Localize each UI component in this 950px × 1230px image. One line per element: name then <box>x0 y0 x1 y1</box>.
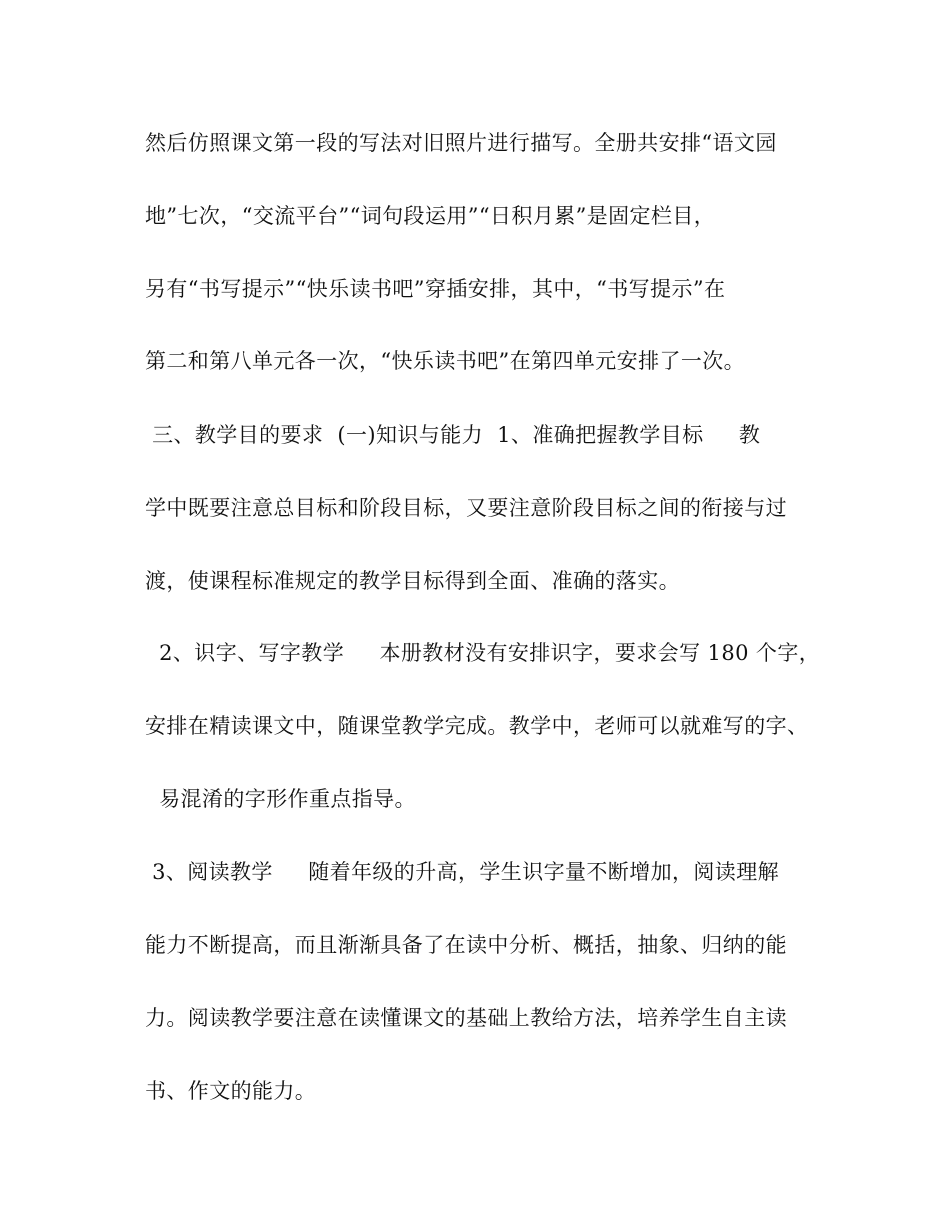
text-line: 书、作文的能力。 <box>145 1079 317 1103</box>
text-line: 易混淆的字形作重点指导。 <box>145 787 416 811</box>
text-line: 地”七次，“交流平台”“词句段运用”“日积月累”是固定栏目， <box>145 204 716 228</box>
text-line: 学中既要注意总目标和阶段目标，又要注意阶段目标之间的衔接与过 <box>145 496 787 520</box>
text-line: 然后仿照课文第一段的写法对旧照片进行描写。全册共安排“语文园 <box>145 131 777 155</box>
section-heading-line: 三、教学目的要求 (一)知识与能力 1、准确把握教学目标 教 <box>145 423 761 447</box>
subsection-line: 2、识字、写字教学 本册教材没有安排识字，要求会写 180 个字， <box>145 641 821 665</box>
text-line: 渡，使课程标准规定的教学目标得到全面、准确的落实。 <box>145 569 680 593</box>
text-line: 力。阅读教学要注意在读懂课文的基础上教给方法，培养学生自主读 <box>145 1006 787 1030</box>
text-line: 另有“书写提示”“快乐读书吧”穿插安排，其中，“书写提示”在 <box>145 277 726 301</box>
text-line: 能力不断提高，而且渐渐具备了在读中分析、概括，抽象、归纳的能 <box>145 933 787 957</box>
text-line: 安排在精读课文中，随课堂教学完成。教学中，老师可以就难写的字、 <box>145 714 809 738</box>
text-line: 第二和第八单元各一次，“快乐读书吧”在第四单元安排了一次。 <box>145 349 746 373</box>
subsection-line: 3、阅读教学 随着年级的升高，学生识字量不断增加，阅读理解 <box>145 860 780 884</box>
